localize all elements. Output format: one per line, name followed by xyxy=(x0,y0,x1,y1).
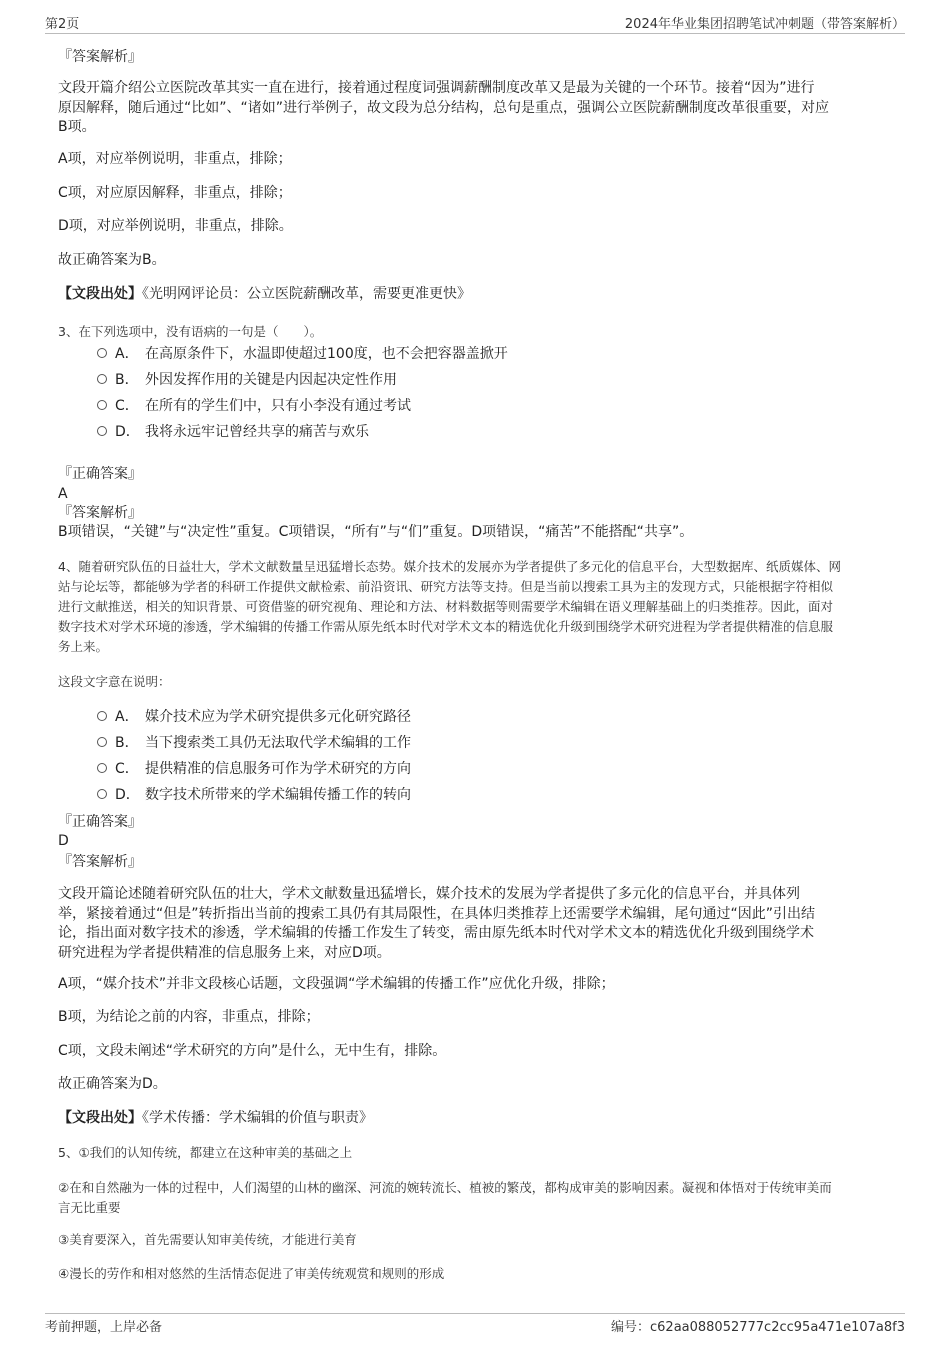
q2-item-d: D项，对应举例说明，非重点，排除。 xyxy=(58,218,293,234)
q4-correct-label: 『正确答案』 xyxy=(58,814,142,830)
q4-question-line: 站与论坛等，都能够为学者的科研工作提供文献检索、前沿资讯、研究方法等支持。但是当前以搜索工具为主的发现方式，只能根据字符相似 xyxy=(58,579,834,594)
radio-icon[interactable] xyxy=(97,763,107,773)
page-number: 第2页 xyxy=(45,17,80,32)
q3-option-d[interactable] xyxy=(97,421,369,443)
option-text: 在所有的学生们中，只有小李没有通过考试 xyxy=(145,398,411,414)
q3-analysis-text: B项错误，“关键”与“决定性”重复。C项错误，“所有”与“们”重复。D项错误，“痛苦”不能搭配“共享”。 xyxy=(58,524,694,540)
q4-question-line: 进行文献推送，相关的知识背景、可资借鉴的研究视角、理论和方法、材料数据等则需要学术编辑在语义理解基础上的归类推荐。因此，面对 xyxy=(58,599,834,614)
option-letter: D． xyxy=(115,787,140,803)
q4-item-a: A项，“媒介技术”并非文段核心话题，文段强调“学术编辑的传播工作”应优化升级，排除； xyxy=(58,976,615,992)
q5-line-2 xyxy=(58,1178,898,1218)
source-text: 《光明网评论员：公立医院薪酬改革，需要更准更快》 xyxy=(142,286,471,302)
q4-option-c[interactable] xyxy=(97,758,411,780)
radio-icon[interactable] xyxy=(97,711,107,721)
q4-conclusion: 故正确答案为D。 xyxy=(58,1076,167,1092)
option-text: 数字技术所带来的学术编辑传播工作的转向 xyxy=(145,787,411,803)
q4-question-line: 务上来。 xyxy=(58,639,109,654)
q4-option-b[interactable] xyxy=(97,732,411,754)
option-text: 媒介技术应为学术研究提供多元化研究路径 xyxy=(145,709,411,725)
option-letter: B． xyxy=(115,735,139,751)
option-letter: A． xyxy=(115,709,139,725)
q5-line-3: ③美育要深入，首先需要认知审美传统，才能进行美育 xyxy=(58,1232,357,1247)
document-code xyxy=(611,1316,905,1335)
q2-item-a: A项，对应举例说明，非重点，排除； xyxy=(58,151,292,167)
q4-item-b: B项，为结论之前的内容，非重点，排除； xyxy=(58,1009,320,1025)
q4-correct-value: D xyxy=(58,833,69,849)
option-text: 我将永远牢记曾经共享的痛苦与欢乐 xyxy=(145,424,369,440)
q4-analysis-line: 文段开篇论述随着研究队伍的壮大，学术文献数量迅猛增长，媒介技术的发展为学者提供了多元化的信息平台，并具体列 xyxy=(58,886,800,902)
document-title: 2024年华业集团招聘笔试冲刺题（带答案解析） xyxy=(624,17,905,32)
q4-analysis-line: 研究进程为学者提供精准的信息服务上来，对应D项。 xyxy=(58,944,391,961)
q3-option-c[interactable] xyxy=(97,395,411,417)
q4-question-line: 数字技术对学术环境的渗透，学术编辑的传播工作需从原先纸本时代对学术文本的精选优化升级到围绕学术研究进程为学者提供精准的信息服 xyxy=(58,619,834,634)
q2-analysis-text xyxy=(58,79,898,138)
q4-question-line: 4、随着研究队伍的日益壮大，学术文献数量呈迅猛增长态势。媒介技术的发展亦为学者提供了多元化的信息平台，大型数据库、纸质媒体、网 xyxy=(58,559,841,574)
option-letter: C． xyxy=(115,398,139,414)
q3-question: 3、在下列选项中，没有语病的一句是（ ）。 xyxy=(58,324,323,339)
q3-correct-label: 『正确答案』 xyxy=(58,466,142,482)
page-header xyxy=(45,13,905,34)
q2-analysis-line: 文段开篇介绍公立医院改革其实一直在进行，接着通过程度词强调薪酬制度改革又是最为关键的一个环节。接着“因为”进行 xyxy=(58,80,815,96)
q2-source xyxy=(58,284,471,304)
footer-slogan: 考前押题，上岸必备 xyxy=(45,1320,163,1335)
radio-icon[interactable] xyxy=(97,348,107,358)
q3-correct-value: A xyxy=(58,486,68,502)
source-text: 《学术传播：学术编辑的价值与职责》 xyxy=(142,1110,373,1126)
option-letter: C． xyxy=(115,761,139,777)
radio-icon[interactable] xyxy=(97,789,107,799)
q4-source xyxy=(58,1108,373,1128)
q3-option-a[interactable] xyxy=(97,343,508,365)
option-text: 外因发挥作用的关键是内因起决定性作用 xyxy=(145,372,397,388)
radio-icon[interactable] xyxy=(97,400,107,410)
q4-analysis-label: 『答案解析』 xyxy=(58,854,142,870)
option-text: 提供精准的信息服务可作为学术研究的方向 xyxy=(145,761,411,777)
q2-item-c: C项，对应原因解释，非重点，排除； xyxy=(58,185,292,201)
radio-icon[interactable] xyxy=(97,737,107,747)
radio-icon[interactable] xyxy=(97,374,107,384)
q3-analysis-label: 『答案解析』 xyxy=(58,505,142,521)
q4-option-a[interactable] xyxy=(97,706,411,728)
q3-option-b[interactable] xyxy=(97,369,397,391)
q5-line-2a: ②在和自然融为一体的过程中，人们渴望的山林的幽深、河流的婉转流长、植被的繁茂，都构成审美的影响因素。凝视和体悟对于传统审美而 xyxy=(58,1180,832,1195)
q2-analysis-line: 原因解释，随后通过“比如”、“诸如”进行举例子，故文段为总分结构，总句是重点，强调公立医院薪酬制度改革很重要，对应 xyxy=(58,99,830,116)
q2-conclusion: 故正确答案为B。 xyxy=(58,252,166,268)
q5-line-2b: 言无比重要 xyxy=(58,1200,121,1215)
option-letter: D． xyxy=(115,424,140,440)
option-text: 在高原条件下，水温即使超过100度，也不会把容器盖掀开 xyxy=(145,346,508,362)
q4-option-d[interactable] xyxy=(97,784,411,806)
code-value: c62aa088052777c2cc95a471e107a8f3 xyxy=(650,1320,905,1335)
q5-line-1: 5、①我们的认知传统，都建立在这种审美的基础之上 xyxy=(58,1145,353,1160)
q4-analysis-line: 举，紧接着通过“但是”转折指出当前的搜索工具仍有其局限性，在具体归类推荐上还需要学术编辑，尾句通过“因此”引出结 xyxy=(58,905,816,922)
option-text: 当下搜索类工具仍无法取代学术编辑的工作 xyxy=(145,735,411,751)
q4-analysis-text xyxy=(58,885,898,963)
code-label: 编号： xyxy=(610,1320,650,1335)
q5-line-4: ④漫长的劳作和相对悠然的生活情态促进了审美传统观赏和规则的形成 xyxy=(58,1266,445,1281)
q4-prompt: 这段文字意在说明： xyxy=(58,674,171,689)
q4-analysis-line: 论，指出面对数字技术的渗透，学术编辑的传播工作发生了转变，需由原先纸本时代对学术文本的精选优化升级到围绕学术 xyxy=(58,925,814,941)
page-footer xyxy=(45,1313,905,1336)
source-label: 【文段出处】 xyxy=(58,1110,142,1126)
option-letter: B． xyxy=(115,372,139,388)
radio-icon[interactable] xyxy=(97,426,107,436)
answer-analysis-label: 『答案解析』 xyxy=(58,49,142,65)
q4-question xyxy=(58,557,898,657)
q2-analysis-line: B项。 xyxy=(58,119,96,135)
source-label: 【文段出处】 xyxy=(58,286,142,302)
q4-item-c: C项，文段未阐述“学术研究的方向”是什么，无中生有，排除。 xyxy=(58,1043,447,1059)
option-letter: A． xyxy=(115,346,139,362)
